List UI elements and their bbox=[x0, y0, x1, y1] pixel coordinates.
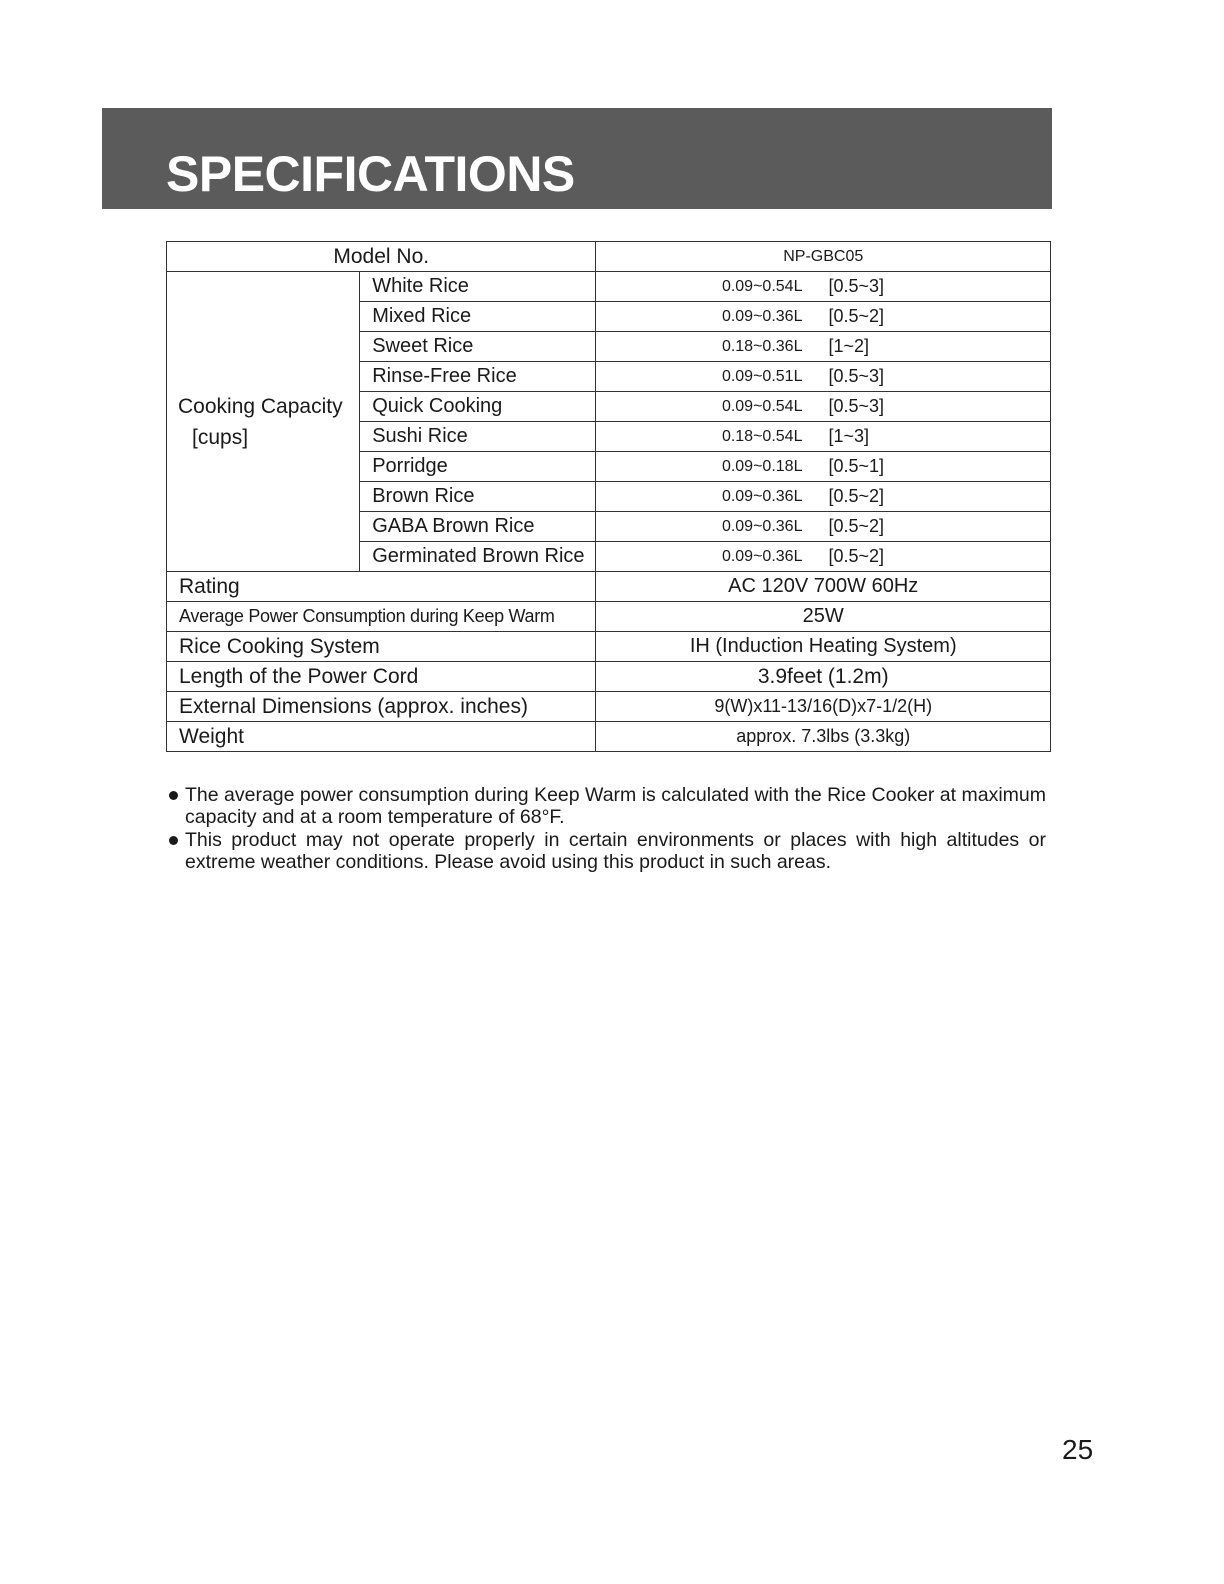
weight-label: Weight bbox=[167, 722, 596, 752]
capacity-value bbox=[596, 542, 1051, 572]
bullet-icon bbox=[169, 836, 178, 845]
capacity-menu: GABA Brown Rice bbox=[360, 512, 596, 542]
capacity-cups: [0.5~1] bbox=[828, 456, 885, 476]
table-row-dimensions bbox=[167, 692, 1051, 722]
cooking-capacity-label-line2: [cups] bbox=[192, 425, 249, 449]
note-text: This product may not operate properly in certain environments or places with high altitudes or extreme weather conditions. Please avoid using this product in such areas. bbox=[185, 829, 1046, 873]
note-item bbox=[168, 784, 1046, 828]
dimensions-label: External Dimensions (approx. inches) bbox=[167, 692, 596, 722]
capacity-menu: Sweet Rice bbox=[360, 332, 596, 362]
table-row-system bbox=[167, 632, 1051, 662]
capacity-value bbox=[596, 362, 1051, 392]
capacity-value bbox=[596, 272, 1051, 302]
avg-power-label: Average Power Consumption during Keep Warm bbox=[167, 602, 596, 632]
capacity-cups: [0.5~2] bbox=[828, 516, 885, 536]
section-header-banner bbox=[102, 108, 1052, 209]
avg-power-value: 25W bbox=[596, 602, 1051, 632]
table-row-cord bbox=[167, 662, 1051, 692]
table-row-capacity bbox=[167, 272, 1051, 302]
capacity-menu: Germinated Brown Rice bbox=[360, 542, 596, 572]
capacity-menu: White Rice bbox=[360, 272, 596, 302]
note-text: The average power consumption during Keep Warm is calculated with the Rice Cooker at maximum capacity and at a room temperature of 68°F. bbox=[185, 784, 1046, 828]
capacity-cups: [0.5~3] bbox=[828, 366, 885, 386]
capacity-liters: 0.18~0.54L bbox=[721, 428, 803, 445]
capacity-value bbox=[596, 332, 1051, 362]
cooking-capacity-label-line1: Cooking Capacity bbox=[178, 394, 343, 418]
capacity-menu: Mixed Rice bbox=[360, 302, 596, 332]
capacity-cups: [1~2] bbox=[828, 336, 870, 356]
capacity-value bbox=[596, 482, 1051, 512]
page-number: 25 bbox=[1062, 1434, 1094, 1465]
capacity-liters: 0.09~0.36L bbox=[721, 548, 803, 565]
notes-section bbox=[168, 784, 1046, 874]
capacity-cups: [0.5~2] bbox=[828, 486, 885, 506]
capacity-value bbox=[596, 422, 1051, 452]
capacity-liters: 0.18~0.36L bbox=[721, 338, 803, 355]
system-value: IH (Induction Heating System) bbox=[596, 632, 1051, 662]
capacity-menu: Porridge bbox=[360, 452, 596, 482]
rating-label: Rating bbox=[167, 572, 596, 602]
cord-label: Length of the Power Cord bbox=[167, 662, 596, 692]
capacity-liters: 0.09~0.54L bbox=[721, 398, 803, 415]
table-row-weight bbox=[167, 722, 1051, 752]
page-title: SPECIFICATIONS bbox=[166, 146, 575, 202]
capacity-liters: 0.09~0.18L bbox=[721, 458, 803, 475]
capacity-cups: [0.5~3] bbox=[828, 276, 885, 296]
capacity-liters: 0.09~0.36L bbox=[721, 488, 803, 505]
capacity-liters: 0.09~0.51L bbox=[721, 368, 803, 385]
capacity-liters: 0.09~0.36L bbox=[721, 518, 803, 535]
cord-value: 3.9feet (1.2m) bbox=[596, 662, 1051, 692]
specifications-table bbox=[166, 241, 1051, 752]
capacity-liters: 0.09~0.36L bbox=[721, 308, 803, 325]
bullet-icon bbox=[169, 791, 178, 800]
capacity-value bbox=[596, 452, 1051, 482]
capacity-cups: [0.5~2] bbox=[828, 546, 885, 566]
dimensions-value: 9(W)x11-13/16(D)x7-1/2(H) bbox=[596, 692, 1051, 722]
table-row-model bbox=[167, 242, 1051, 272]
capacity-value bbox=[596, 302, 1051, 332]
capacity-cups: [0.5~2] bbox=[828, 306, 885, 326]
capacity-liters: 0.09~0.54L bbox=[721, 278, 803, 295]
capacity-menu: Quick Cooking bbox=[360, 392, 596, 422]
capacity-value bbox=[596, 512, 1051, 542]
model-label: Model No. bbox=[167, 242, 596, 272]
note-item bbox=[168, 829, 1046, 873]
weight-value: approx. 7.3lbs (3.3kg) bbox=[596, 722, 1051, 752]
capacity-menu: Sushi Rice bbox=[360, 422, 596, 452]
table-row-rating bbox=[167, 572, 1051, 602]
system-label: Rice Cooking System bbox=[167, 632, 596, 662]
capacity-menu: Rinse-Free Rice bbox=[360, 362, 596, 392]
rating-value: AC 120V 700W 60Hz bbox=[596, 572, 1051, 602]
table-row-avg-power bbox=[167, 602, 1051, 632]
capacity-menu: Brown Rice bbox=[360, 482, 596, 512]
capacity-cups: [1~3] bbox=[828, 426, 870, 446]
capacity-cups: [0.5~3] bbox=[828, 396, 885, 416]
cooking-capacity-label bbox=[167, 272, 360, 572]
model-value: NP-GBC05 bbox=[596, 242, 1051, 272]
capacity-value bbox=[596, 392, 1051, 422]
